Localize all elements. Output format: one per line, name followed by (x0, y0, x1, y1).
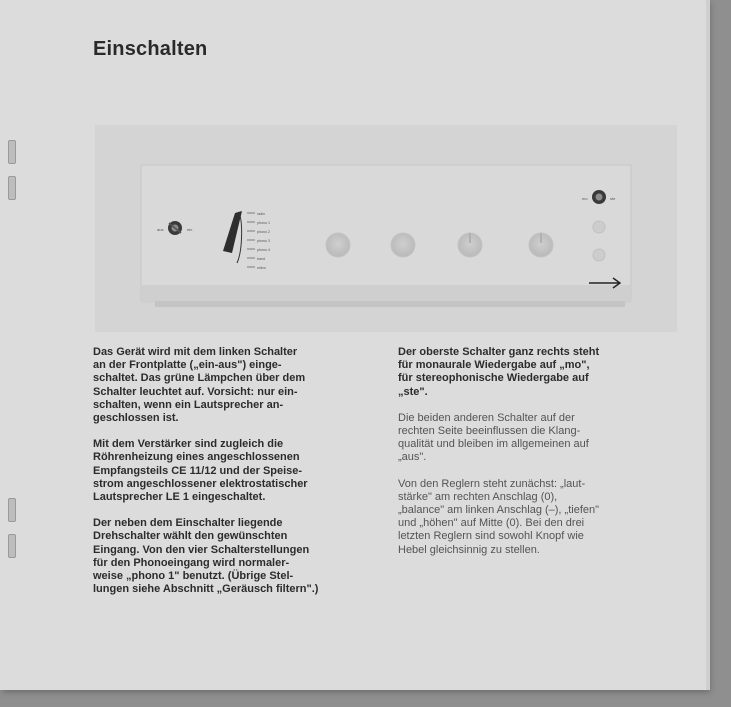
paragraph: Mit dem Verstärker sind zugleich die Röhrenheizung eines angeschlossenen Empfangsteils CE 11/12 und der Speise- strom angeschlossener elektrostatischer Lautsprecher LE 1 eingeschaltet. (93, 438, 308, 504)
paragraph: Das Gerät wird mit dem linken Schalter an der Frontplatte („ein-aus") einge- schaltet. Das grüne Lämpchen über dem Schalter leuchtet auf. Vorsicht: nur ein- schalten, wenn ein Lautsprecher an- geschlossen ist. (93, 346, 306, 425)
selector-phono-3: phono 3 (257, 239, 270, 243)
label-mo: mo (582, 196, 588, 201)
knob-balance (391, 233, 415, 257)
binding-hole (8, 498, 16, 522)
page-edge (706, 0, 710, 690)
right-text-column (398, 346, 688, 570)
page-title: Einschalten (93, 38, 208, 60)
label-ste: ste (610, 196, 616, 201)
binding-hole (8, 534, 16, 558)
selector-phono-2: phono 2 (257, 230, 270, 234)
label-ein: ein (187, 227, 193, 232)
amplifier-front-panel (95, 125, 677, 332)
switch-klang-1 (593, 221, 605, 233)
paragraph: Die beiden anderen Schalter auf der rechten Seite beeinflussen die Klang- qualität und bleiben im allgemeinen auf „aus". (398, 411, 589, 464)
binding-hole (8, 140, 16, 164)
binding-hole (8, 176, 16, 200)
selector-phono-1: phono 1 (257, 221, 270, 225)
switch-klang-2 (593, 249, 605, 261)
paragraph: Von den Reglern steht zunächst: „laut- stärke" am rechten Anschlag (0), „balance" am linken Anschlag (–), „tiefen" und „höhen" auf Mitte (0). Bei den drei letzten Reglern sind sowohl Knopf wie Hebel gleichsinnig zu stellen. (398, 477, 600, 556)
label-aus: aus (157, 227, 164, 232)
selector-mikro: mikro (257, 266, 266, 270)
left-text-column (93, 346, 378, 609)
selector-radio: radio (257, 212, 265, 216)
knob-lautstaerke (326, 233, 350, 257)
paragraph: Der neben dem Einschalter liegende Drehschalter wählt den gewünschten Eingang. Von den vier Schalterstellungen für den Phonoeingang wird normaler- weise „phono 1" benutzt. (Übrige Stel- lungen siehe Abschnitt „Geräusch filtern".) (93, 517, 319, 596)
selector-band: band (257, 257, 265, 261)
paragraph: Der oberste Schalter ganz rechts steht für monaurale Wiedergabe auf „mo", für stereophonische Wiedergabe auf „ste". (398, 346, 600, 398)
selector-phono-4: phono 4 (257, 248, 270, 252)
amplifier-photo (95, 125, 677, 332)
